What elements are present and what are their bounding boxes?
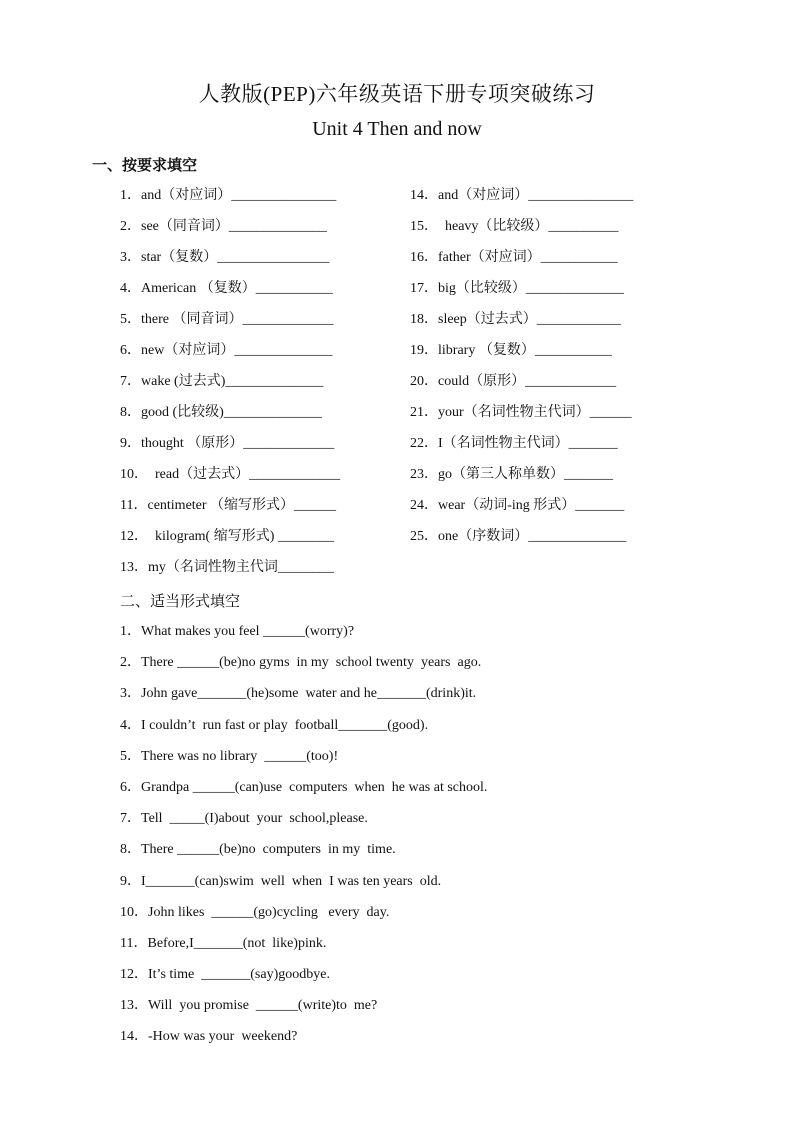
exercise-item: 6．new（对应词）______________ [120,343,333,358]
exercise-item: 13．Will you promise ______(write)to me? [120,998,378,1014]
exercise-item: 2．see（同音词）______________ [120,219,327,234]
section-2-heading: 二、适当形式填空 [120,592,241,610]
exercise-item: 20．could（原形）_____________ [410,374,617,389]
exercise-item: 15． heavy（比较级）__________ [410,219,619,234]
exercise-item: 19．library （复数）___________ [410,343,612,358]
exercise-item: 7．wake (过去式)______________ [120,374,324,389]
exercise-item: 17．big（比较级）______________ [410,281,624,296]
exercise-item: 18．sleep（过去式）____________ [410,312,621,327]
exercise-item: 14．-How was your weekend? [120,1029,298,1045]
worksheet-title: 人教版(PEP)六年级英语下册专项突破练习 [198,82,596,106]
exercise-item: 5．There was no library ______(too)! [120,748,339,764]
exercise-item: 3．star（复数）________________ [120,250,330,265]
exercise-item: 16．father（对应词）___________ [410,250,618,265]
section-1-left-column [120,186,340,589]
exercise-item: 1．What makes you feel ______(worry)? [120,624,355,639]
exercise-item: 11．centimeter （缩写形式）______ [120,498,337,513]
exercise-item: 14．and（对应词）_______________ [410,188,634,203]
section-1-right-column [410,186,633,558]
exercise-item: 8．There ______(be)no computers in my time. [120,842,396,858]
exercise-item: 3．John gave_______(he)some water and he_______(drink)it. [120,686,477,702]
section-1-heading: 一、按要求填空 [92,156,198,174]
exercise-item: 10．John likes ______(go)cycling every day. [120,904,390,920]
exercise-item: 25．one（序数词）______________ [410,529,627,544]
exercise-item: 12．It’s time _______(say)goodbye. [120,967,330,983]
exercise-item: 7．Tell _____(I)about your school,please. [120,811,368,827]
exercise-item: 11．Before,I_______(not like)pink. [120,935,327,951]
exercise-item: 4．American （复数）___________ [120,281,333,296]
exercise-item: 2．There ______(be)no gyms in my school twenty years ago. [120,655,482,671]
unit-title: Unit 4 Then and now [312,118,482,140]
exercise-item: 12． kilogram( 缩写形式) ________ [120,529,334,544]
exercise-item: 8．good (比较级)______________ [120,405,322,420]
exercise-item: 22．I（名词性物主代词）_______ [410,436,618,451]
exercise-item: 13．my（名词性物主代词________ [120,560,334,575]
exercise-item: 6．Grandpa ______(can)use computers when he was at school. [120,779,488,795]
exercise-item: 1．and（对应词）_______________ [120,188,337,203]
section-2-list [120,622,487,1059]
exercise-item: 23．go（第三人称单数）_______ [410,467,613,482]
exercise-item: 5．there （同音词）_____________ [120,312,334,327]
exercise-item: 10． read（过去式）_____________ [120,467,341,482]
exercise-item: 9．thought （原形）_____________ [120,436,335,451]
exercise-item: 24．wear（动词-ing 形式）_______ [410,498,625,513]
exercise-item: 4．I couldn’t run fast or play football_______(good). [120,717,429,733]
exercise-item: 9．I_______(can)swim well when I was ten years old. [120,873,442,889]
exercise-item: 21．your（名词性物主代词）______ [410,405,632,420]
